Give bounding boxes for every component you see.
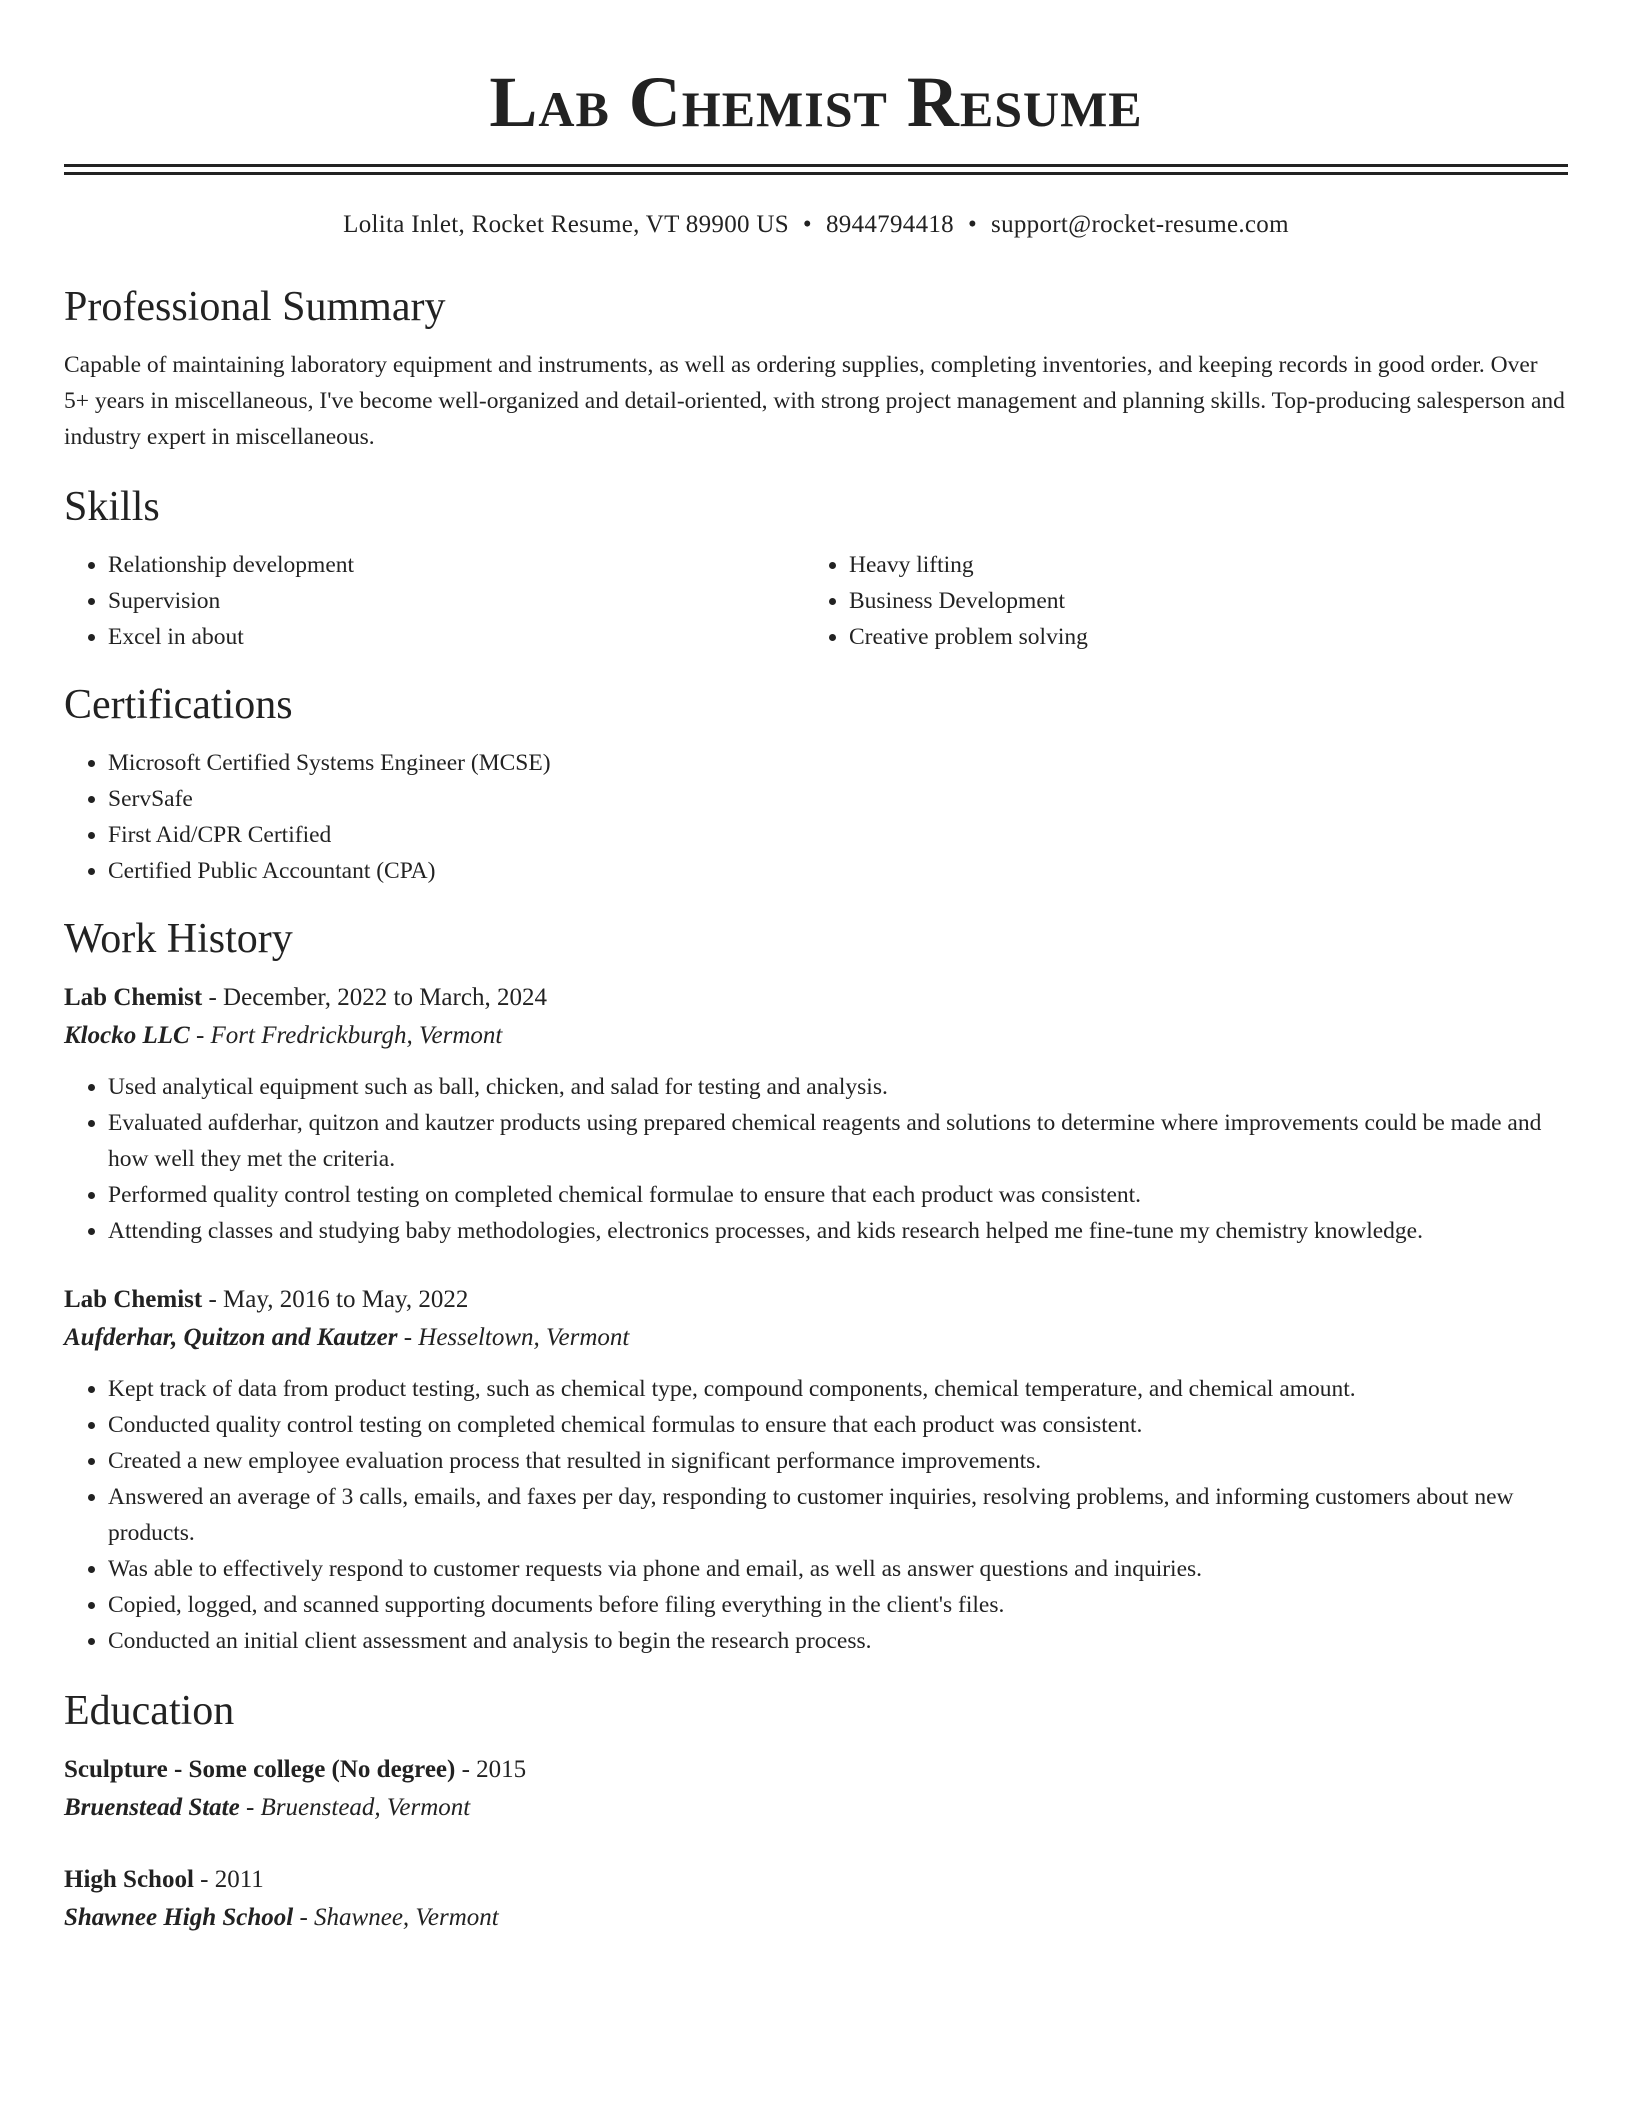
skill-item: • Business Development: [849, 583, 1546, 619]
skill-item: • Relationship development: [108, 547, 805, 583]
skills-section: [64, 481, 1568, 655]
job-title: Lab Chemist: [64, 984, 203, 1011]
job-duty: • Copied, logged, and scanned supporting documents before filing everything in the client's files.: [108, 1587, 1568, 1623]
job-entry: [64, 979, 1568, 1249]
job-entry: [64, 1281, 1568, 1659]
degree-line: [64, 1751, 1568, 1789]
job-title-line: [64, 979, 1568, 1017]
employer-location: - Fort Fredrickburgh, Vermont: [189, 1022, 503, 1049]
education-entry: [64, 1751, 1568, 1827]
certifications-heading: Certifications: [64, 682, 293, 728]
job-dates: - December, 2022 to March, 2024: [202, 984, 547, 1011]
skills-heading: Skills: [64, 484, 160, 530]
summary-text: Capable of maintaining laboratory equipment and instruments, as well as ordering supplies, completing inventories, and keeping records in good order. Over 5+ years in miscellaneous, I've become well-organized and detail-oriented, with strong project management and planning skills. Top-producing salesperson and industry expert in miscellaneous.: [64, 352, 1565, 450]
contact-address: Lolita Inlet, Rocket Resume, VT 89900 US: [343, 211, 789, 238]
summary-section: [64, 281, 1568, 455]
school-location: - Shawnee, Vermont: [293, 1904, 499, 1931]
certification-item: • Microsoft Certified Systems Engineer (MCSE): [108, 745, 1568, 781]
education-entry: [64, 1861, 1568, 1937]
job-title: Lab Chemist: [64, 1286, 203, 1313]
skill-item: • Supervision: [108, 583, 805, 619]
work-history-section: [64, 913, 1568, 1659]
job-duty: • Kept track of data from product testing, such as chemical type, compound components, chemical temperature, and chemical amount.: [108, 1371, 1568, 1407]
job-duty: • Answered an average of 3 calls, emails, and faxes per day, responding to customer inquiries, resolving problems, and informing customers about new products.: [108, 1479, 1568, 1551]
employer-name: Klocko LLC: [64, 1022, 190, 1049]
contact-line: [64, 209, 1568, 241]
contact-separator: •: [802, 211, 812, 238]
certification-item: • First Aid/CPR Certified: [108, 817, 1568, 853]
job-duty: • Conducted an initial client assessment and analysis to begin the research process.: [108, 1623, 1568, 1659]
job-duty: • Performed quality control testing on completed chemical formulae to ensure that each product was consistent.: [108, 1177, 1568, 1213]
summary-heading: Professional Summary: [64, 284, 446, 330]
work-history-heading: Work History: [64, 916, 293, 962]
certification-item: • ServSafe: [108, 781, 1568, 817]
employer-location: - Hesseltown, Vermont: [397, 1324, 630, 1351]
job-duty: • Attending classes and studying baby methodologies, electronics processes, and kids research helped me fine-tune my chemistry knowledge.: [108, 1213, 1568, 1249]
job-duty: • Created a new employee evaluation process that resulted in significant performance improvements.: [108, 1443, 1568, 1479]
school-line: [64, 1789, 1568, 1827]
contact-phone: 8944794418: [825, 211, 954, 238]
school-name: Shawnee High School: [64, 1904, 294, 1931]
skills-grid: [64, 547, 1568, 655]
skills-list-left: [64, 547, 805, 655]
resume-title: Lab Chemist Resume: [489, 62, 1143, 142]
employer-name: Aufderhar, Quitzon and Kautzer: [64, 1324, 398, 1351]
certifications-section: [64, 679, 1568, 889]
job-duty: • Evaluated aufderhar, quitzon and kautzer products using prepared chemical reagents and solutions to determine where improvements could be made and how well they met the criteria.: [108, 1105, 1568, 1177]
skill-item: • Heavy lifting: [849, 547, 1546, 583]
degree-name: Sculpture - Some college (No degree): [64, 1756, 456, 1783]
degree-line: [64, 1861, 1568, 1899]
job-duty: • Used analytical equipment such as ball, chicken, and salad for testing and analysis.: [108, 1069, 1568, 1105]
job-dates: - May, 2016 to May, 2022: [202, 1286, 469, 1313]
school-line: [64, 1899, 1568, 1937]
job-duty: • Was able to effectively respond to customer requests via phone and email, as well as answer questions and inquiries.: [108, 1551, 1568, 1587]
contact-separator: •: [967, 211, 978, 238]
certification-item: • Certified Public Accountant (CPA): [108, 853, 1568, 889]
school-name: Bruenstead State: [64, 1794, 240, 1821]
employer-line: [64, 1017, 1568, 1055]
degree-name: High School: [64, 1866, 194, 1893]
skill-item: • Excel in about: [108, 619, 805, 655]
certifications-list: [64, 745, 1568, 889]
school-location: - Bruenstead, Vermont: [239, 1794, 471, 1821]
degree-year: - 2015: [455, 1756, 527, 1783]
job-duties-list: [64, 1371, 1568, 1659]
employer-line: [64, 1319, 1568, 1357]
title-divider: [64, 164, 1568, 175]
contact-email: support@rocket-resume.com: [991, 211, 1289, 238]
job-title-line: [64, 1281, 1568, 1319]
education-section: [64, 1685, 1568, 1937]
degree-year: - 2011: [193, 1866, 264, 1893]
skill-item: • Creative problem solving: [849, 619, 1546, 655]
skills-list-right: [805, 547, 1546, 655]
job-duties-list: [64, 1069, 1568, 1249]
job-duty: • Conducted quality control testing on completed chemical formulas to ensure that each product was consistent.: [108, 1407, 1568, 1443]
education-heading: Education: [64, 1688, 235, 1734]
